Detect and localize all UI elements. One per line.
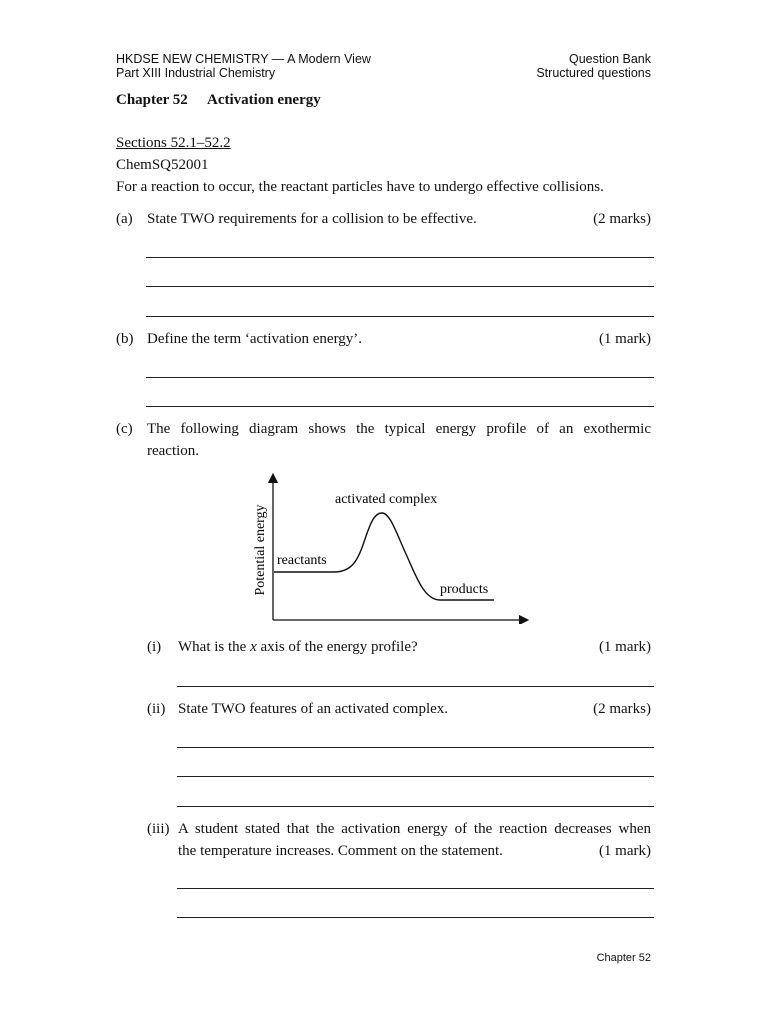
answer-line[interactable] [177, 686, 654, 687]
subpart-i-marks: (1 mark) [598, 639, 651, 655]
part-b-marks: (1 mark) [598, 331, 651, 347]
part-c-label: (c) [116, 421, 133, 437]
y-axis-label: Potential energy [253, 504, 268, 596]
header-part: Part XIII Industrial Chemistry [116, 66, 276, 80]
answer-line[interactable] [146, 316, 654, 317]
reactants-label: reactants [277, 553, 327, 568]
subpart-iii-marks: (1 mark) [598, 843, 651, 859]
part-a-label: (a) [116, 211, 133, 227]
answer-line[interactable] [177, 888, 654, 889]
answer-line[interactable] [177, 747, 654, 748]
header-book-title: HKDSE NEW CHEMISTRY — A Modern View [116, 52, 371, 66]
answer-line[interactable] [177, 806, 654, 807]
answer-line[interactable] [177, 776, 654, 777]
subpart-iii-label: (iii) [147, 821, 170, 837]
answer-line[interactable] [146, 377, 654, 378]
answer-line[interactable] [146, 257, 654, 258]
subpart-ii-label: (ii) [147, 701, 166, 717]
energy-profile-diagram [246, 472, 530, 624]
header-type: Structured questions [536, 66, 651, 80]
question-id: ChemSQ52001 [116, 157, 209, 173]
part-c-text-line1: The following diagram shows the typical energy profile of an exothermic [147, 421, 651, 437]
subpart-ii-marks: (2 marks) [593, 701, 651, 717]
subpart-iii-text-line2: the temperature increases. Comment on the statement. [178, 843, 503, 859]
subpart-ii-text: State TWO features of an activated complex. [178, 701, 449, 717]
chapter-title: Activation energy [207, 92, 321, 108]
answer-line[interactable] [146, 406, 654, 407]
answer-line[interactable] [146, 286, 654, 287]
part-b-label: (b) [116, 331, 134, 347]
subpart-iii-text-line1: A student stated that the activation energy of the reaction decreases when [178, 821, 651, 837]
header-bank: Question Bank [569, 52, 651, 66]
question-intro: For a reaction to occur, the reactant particles have to undergo effective collisions. [116, 179, 604, 195]
part-a-marks: (2 marks) [593, 211, 651, 227]
section-heading: Sections 52.1–52.2 [116, 135, 231, 151]
activated-complex-label: activated complex [335, 492, 438, 507]
subpart-i-label: (i) [147, 639, 162, 655]
footer-chapter: Chapter 52 [596, 952, 651, 964]
chapter-number: Chapter 52 [116, 92, 188, 108]
part-b-text: Define the term ‘activation energy’. [147, 331, 363, 347]
products-label: products [440, 582, 489, 597]
answer-line[interactable] [177, 917, 654, 918]
part-a-text: State TWO requirements for a collision to be effective. [147, 211, 477, 227]
subpart-i-text: What is the x axis of the energy profile? [178, 639, 418, 655]
part-c-text-line2: reaction. [147, 443, 200, 459]
